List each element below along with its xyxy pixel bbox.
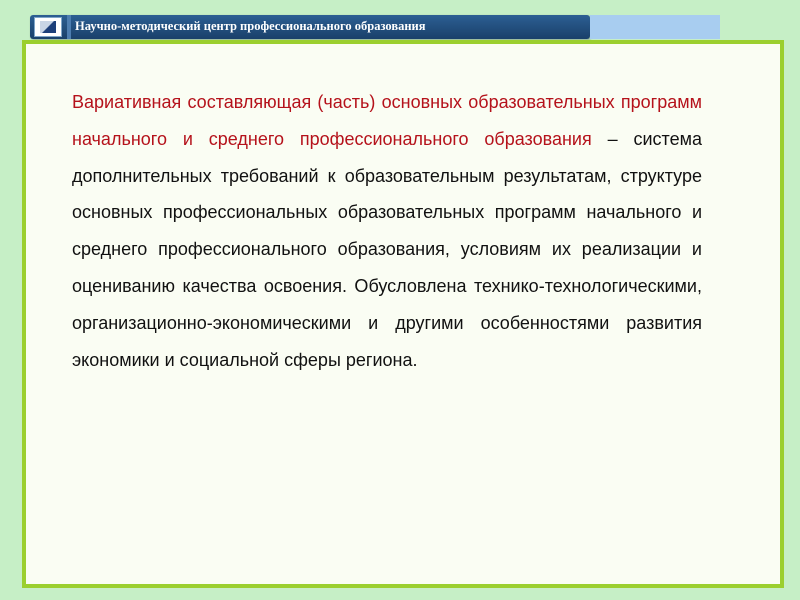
institution-logo-icon (34, 17, 62, 37)
header-title: Научно-методический центр профессионального образования (75, 19, 426, 33)
header-bar (30, 15, 590, 39)
header-accent (590, 15, 720, 39)
content-frame (22, 40, 784, 588)
definition-text: – система дополнительных требований к образовательным результатам, структуре основных профессиональных образовательных программ начального и среднего профессионального образования, условиям их реализации и оцениванию качества освоения. Обусловлена технико-технологическими, организационно-экономическими и другими особенностями развития экономики и социальной сферы региона. (72, 128, 702, 370)
header-divider (67, 15, 71, 39)
definition-paragraph (72, 84, 702, 378)
definition-term: Вариативная составляющая (часть) основных образовательных программ начального и среднего профессионального образования (72, 92, 702, 149)
